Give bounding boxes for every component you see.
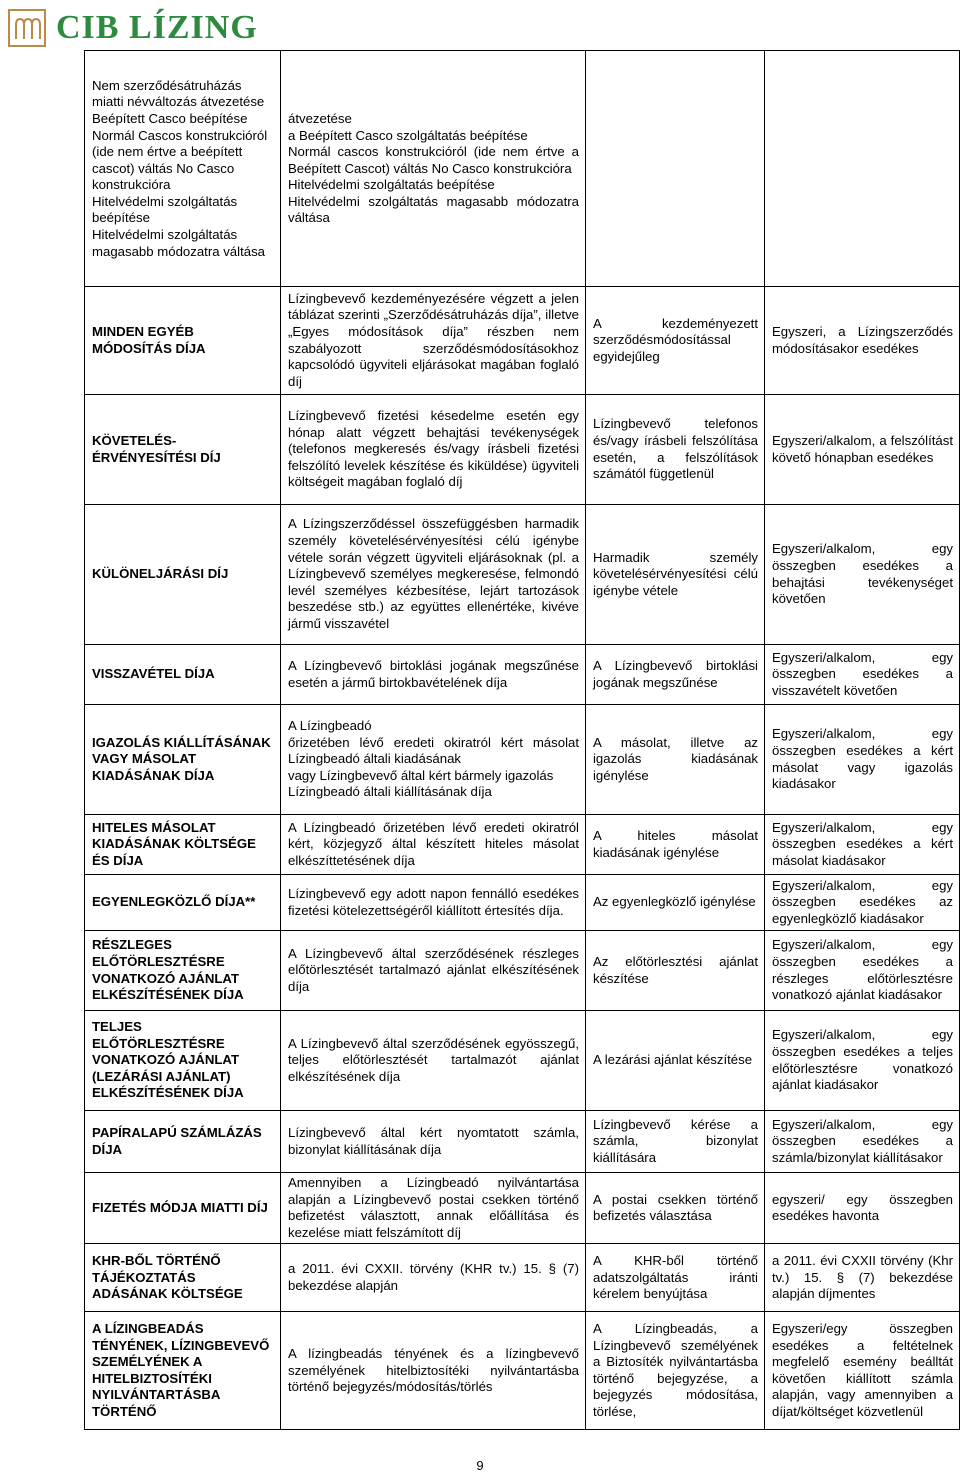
fee-due: Egyszeri/alkalom, egy összegben esedékes a teljes előtörlesztésre vonatkozó ajánlat kiadásakor [765, 1011, 960, 1111]
first-row-col3 [586, 51, 765, 287]
fee-name: MINDEN EGYÉB MÓDOSÍTÁS DÍJA [85, 287, 281, 395]
fee-trigger: Lízingbevevő telefonos és/vagy írásbeli felszólítása esetén, a felszólítások számától függetlenül [586, 395, 765, 505]
first-row-col2 [281, 51, 586, 287]
fee-due: Egyszeri/egy összegben esedékes a feltételnek megfelelő esemény beálltát követően kiállított számla alapján, vagy amennyiben a díjat/költséget közvetlenül [765, 1312, 960, 1430]
table-row [85, 1173, 960, 1244]
table-row [85, 1312, 960, 1430]
fee-name: RÉSZLEGES ELŐTÖRLESZTÉSRE VONATKOZÓ AJÁNLAT ELKÉSZÍTÉSÉNEK DÍJA [85, 931, 281, 1011]
list-item: Hitelvédelmi szolgáltatás beépítése [288, 177, 495, 193]
fee-due: Egyszeri, a Lízingszerződés módosításakor esedékes [765, 287, 960, 395]
description-line: vagy Lízingbevevő által kért bármely igazolás [288, 767, 554, 783]
fee-due: Egyszeri/alkalom, egy összegben esedékes a kért másolat kiadásakor [765, 815, 960, 875]
fee-name: A LÍZINGBEADÁS TÉNYÉNEK, LÍZINGBEVEVŐ SZEMÉLYÉNEK A HITELBIZTOSÍTÉKI NYILVÁNTARTÁSBA TÖRTÉNŐ [85, 1312, 281, 1430]
table-row [85, 505, 960, 645]
fee-description: Lízingbevevő egy adott napon fennálló esedékes fizetési kötelezettségéről kiállított értesítés díja. [281, 875, 586, 931]
fee-due: Egyszeri/alkalom, egy összegben esedékes a visszavételt követően [765, 645, 960, 705]
fee-due: Egyszeri/alkalom, egy összegben esedékes a részleges előtörlesztésre vonatkozó ajánlat kiadásakor [765, 931, 960, 1011]
fee-description: A Lízingbeadó őrizetében lévő eredeti okiratról kért, közjegyző által készített hiteles másolat elkészíttetésének díja [281, 815, 586, 875]
fee-trigger: A hiteles másolat kiadásának igénylése [586, 815, 765, 875]
fee-name: HITELES MÁSOLAT KIADÁSÁNAK KÖLTSÉGE ÉS DÍJA [85, 815, 281, 875]
list-item: Hitelvédelmi szolgáltatás magasabb módozatra váltása [92, 227, 266, 259]
fee-description: A Lízingbevevő által szerződésének részleges előtörlesztését tartalmazó ajánlat elkészítésének díja [281, 931, 586, 1011]
fee-name: TELJES ELŐTÖRLESZTÉSRE VONATKOZÓ AJÁNLAT (LEZÁRÁSI AJÁNLAT) ELKÉSZÍTÉSÉNEK DÍJA [85, 1011, 281, 1111]
fee-description: Lízingbevevő által kért nyomtatott számla, bizonylat kiállításának díja [281, 1111, 586, 1173]
fee-description: A Lízingbevevő birtoklási jogának megszűnése esetén a jármű birtokbavételének díja [281, 645, 586, 705]
list-item: Beépített Casco beépítése [92, 110, 248, 126]
fee-trigger: A Lízingbeadás, a Lízingbevevő személyének a Biztosíték nyilvántartásba történő bejegyzése, a bejegyzés módosítása, törlése, [586, 1312, 765, 1430]
fee-name: KHR-BŐL TÖRTÉNŐ TÁJÉKOZTATÁS ADÁSÁNAK KÖLTSÉGE [85, 1244, 281, 1312]
fee-table [84, 50, 960, 1430]
fee-name: KÖVETELÉS-ÉRVÉNYESÍTÉSI DÍJ [85, 395, 281, 505]
fee-trigger: A postai csekken történő befizetés választása [586, 1173, 765, 1244]
list-item: Normál Cascos konstrukcióról (ide nem értve a beépített cascot) váltás No Casco konstrukcióra [92, 127, 268, 193]
list-item: Hitelvédelmi szolgáltatás magasabb módozatra váltása [288, 193, 579, 226]
table-row [85, 645, 960, 705]
fee-description: Amennyiben a Lízingbeadó nyilvántartása alapján a Lízingbevevő postai csekken történő befizetést választott, annak előállítása és kezelése miatt felszámított díj [281, 1173, 586, 1244]
fee-trigger: Lízingbevevő kérése a számla, bizonylat kiállítására [586, 1111, 765, 1173]
fee-description: Lízingbevevő fizetési késedelme esetén egy hónap alatt végzett behajtási tevékenységek (telefonos megkeresés és/vagy írásbeli fizetési felszólító levelek készítése és kiküldése) ügyviteli költségeit magában foglaló díj [281, 395, 586, 505]
brand-name: CIB LÍZING [56, 9, 258, 46]
table-row [85, 395, 960, 505]
list-item: a Beépített Casco szolgáltatás beépítése [288, 127, 528, 143]
fee-trigger: A Lízingbevevő birtoklási jogának megszűnése [586, 645, 765, 705]
table-row [85, 1244, 960, 1312]
fee-due: Egyszeri/alkalom, a felszólítást követő hónapban esedékes [765, 395, 960, 505]
description-line: A Lízingbeadó [288, 718, 372, 734]
table-row [85, 1011, 960, 1111]
fee-description: Lízingbevevő kezdeményezésére végzett a jelen táblázat szerinti „Szerződésátruházás díja”, illetve „Egyes módosítások díja” részben nem szabályozott szerződésmódosításokhoz kapcsolódó ügyviteli eljárásokat magában foglaló díj [281, 287, 586, 395]
fee-name: IGAZOLÁS KIÁLLÍTÁSÁNAK VAGY MÁSOLAT KIADÁSÁNAK DÍJA [85, 705, 281, 815]
fee-description: A lízingbeadás tényének és a lízingbevevő személyének hitelbiztosítéki nyilvántartásba történő bejegyzés/módosítás/törlés [281, 1312, 586, 1430]
description-line: Lízingbeadó általi kiállításának díja [288, 784, 492, 800]
brand-logo [8, 6, 258, 50]
table-row [85, 1111, 960, 1173]
fee-description: A Lízingszerződéssel összefüggésben harmadik személy követelésérvényesítési célú igénybe vétele során végzett ügyviteli eljárásoknak (pl. a Lízingbevevő személyes megkeresése, felmondó levél személyes kézbesítése, lejárt tartozások beszedése stb.) az együttes ellenértéke, kivéve jármű visszavétel [281, 505, 586, 645]
table-row [85, 705, 960, 815]
fee-name: FIZETÉS MÓDJA MIATTI DÍJ [85, 1173, 281, 1244]
cib-emblem-icon [8, 9, 46, 47]
fee-trigger: Az egyenlegközlő igénylése [586, 875, 765, 931]
list-item: Normál cascos konstrukcióról (ide nem értve a Beépített Cascot) váltás No Casco konstrukcióra [288, 144, 579, 176]
fee-trigger: A másolat, illetve az igazolás kiadásának igénylése [586, 705, 765, 815]
first-row-col4 [765, 51, 960, 287]
fee-trigger: A lezárási ajánlat készítése [586, 1011, 765, 1111]
fee-trigger: Az előtörlesztési ajánlat készítése [586, 931, 765, 1011]
fee-description: A Lízingbevevő által szerződésének egyösszegű, teljes előtörlesztését tartalmazót ajánlat elkészítésének díja [281, 1011, 586, 1111]
table-row [85, 815, 960, 875]
table-row [85, 287, 960, 395]
fee-name: KÜLÖNELJÁRÁSI DÍJ [85, 505, 281, 645]
fee-trigger: Harmadik személy követelésérvényesítési célú igénybe vétele [586, 505, 765, 645]
list-item: átvezetése [288, 110, 352, 126]
fee-due: Egyszeri/alkalom, egy összegben esedékes a kért másolat vagy igazolás kiadásakor [765, 705, 960, 815]
fee-description: a 2011. évi CXXII. törvény (KHR tv.) 15. § (7) bekezdése alapján [281, 1244, 586, 1312]
fee-due: Egyszeri/alkalom, egy összegben esedékes a behajtási tevékenységet követően [765, 505, 960, 645]
description-line: őrizetében lévő eredeti okiratról kért másolat Lízingbeadó általi kiadásának [288, 734, 579, 767]
fee-due: Egyszeri/alkalom, egy összegben esedékes az egyenlegközlő kiadásakor [765, 875, 960, 931]
fee-name: PAPÍRALAPÚ SZÁMLÁZÁS DÍJA [85, 1111, 281, 1173]
fee-due: Egyszeri/alkalom, egy összegben esedékes a számla/bizonylat kiállításakor [765, 1111, 960, 1173]
page-number: 9 [476, 1458, 484, 1473]
list-item: Nem szerződésátruházás miatti névváltozás átvezetése [92, 77, 265, 110]
first-row-col1 [85, 51, 281, 287]
fee-trigger: A kezdeményezett szerződésmódosítással egyidejűleg [586, 287, 765, 395]
table-row [85, 51, 960, 287]
fee-name: VISSZAVÉTEL DÍJA [85, 645, 281, 705]
fee-trigger: A KHR-ből történő adatszolgáltatás iránti kérelem benyújtása [586, 1244, 765, 1312]
fee-description [281, 705, 586, 815]
table-row [85, 875, 960, 931]
fee-due: egyszeri/ egy összegben esedékes havonta [765, 1173, 960, 1244]
fee-name: EGYENLEGKÖZLŐ DÍJA** [85, 875, 281, 931]
table-row [85, 931, 960, 1011]
fee-due: a 2011. évi CXXII törvény (Khr tv.) 15. § (7) bekezdése alapján díjmentes [765, 1244, 960, 1312]
list-item: Hitelvédelmi szolgáltatás beépítése [92, 193, 238, 226]
